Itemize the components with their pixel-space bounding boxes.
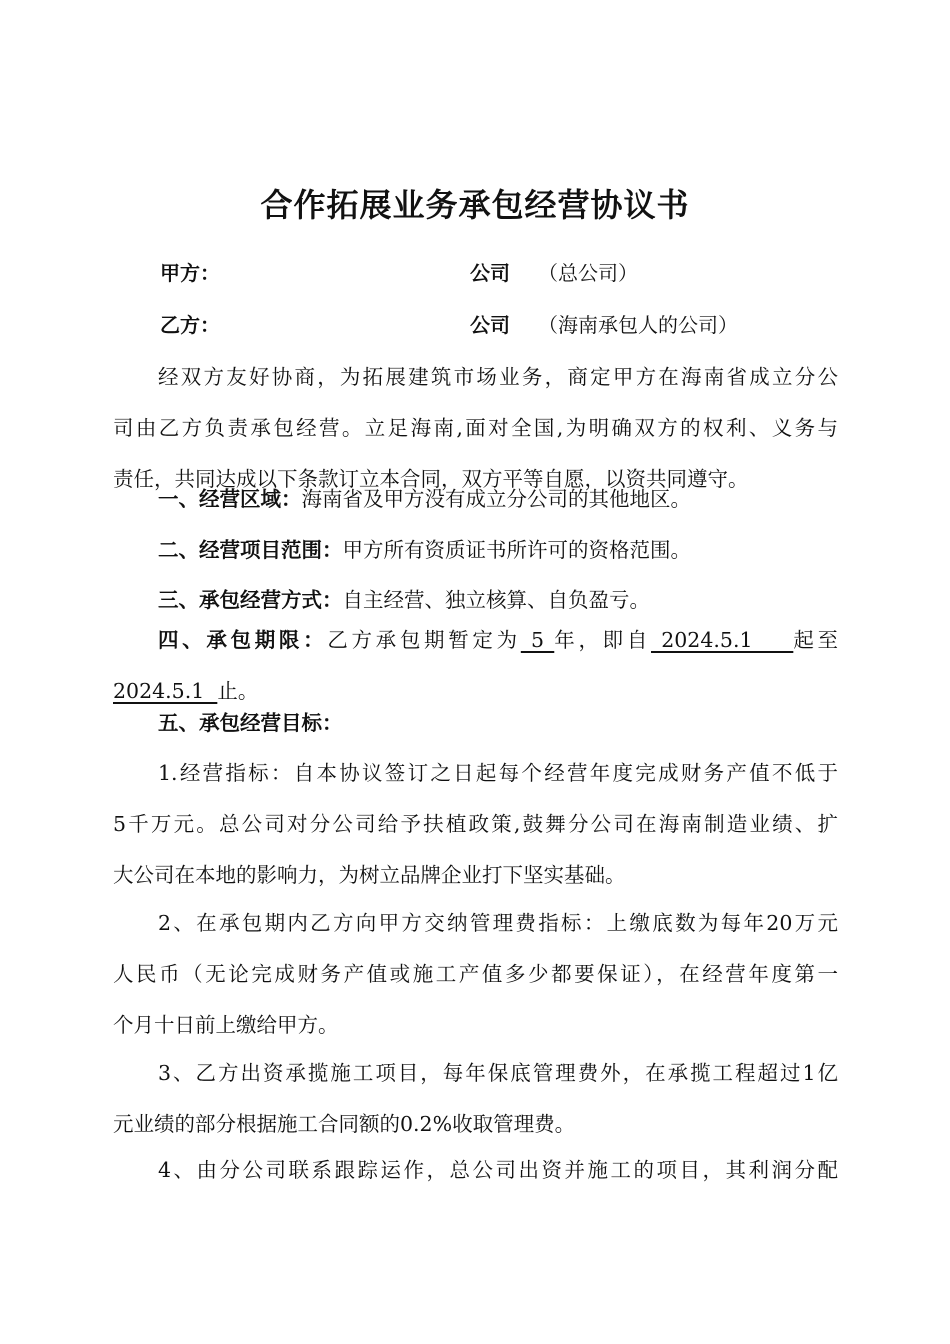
clause-2-text: 甲方所有资质证书所许可的资格范围。	[342, 538, 691, 562]
clause-4-text: 乙方承包期暂定为	[327, 628, 521, 652]
item-2	[113, 898, 838, 1051]
clause-3-heading: 三、承包经营方式：	[158, 588, 343, 612]
item-2-line: 人民币（无论完成财务产值或施工产值多少都要保证），在经营年度第一	[113, 962, 838, 986]
party-a-company: 公司	[470, 261, 510, 285]
item-3-line: 3、乙方出资承揽施工项目，每年保底管理费外，在承揽工程超过1亿	[158, 1061, 838, 1085]
clause-1	[113, 474, 838, 525]
party-a-row	[160, 258, 800, 288]
party-b-row	[160, 310, 800, 340]
clause-5-heading: 五、承包经营目标：	[158, 711, 343, 735]
clause-1-text: 海南省及甲方没有成立分公司的其他地区。	[301, 487, 691, 511]
clause-4-text: 止。	[217, 679, 259, 703]
item-1-line: 大公司在本地的影响力，为树立品牌企业打下坚实基础。	[113, 863, 626, 887]
clause-3-text: 自主经营、独立核算、自负盈亏。	[342, 588, 650, 612]
item-4	[113, 1145, 838, 1196]
item-1-line: 1.经营指标：自本协议签订之日起每个经营年度完成财务产值不低于	[158, 761, 838, 785]
party-b-note: （海南承包人的公司）	[538, 313, 738, 337]
clause-2-heading: 二、经营项目范围：	[158, 538, 343, 562]
party-b-company: 公司	[470, 313, 510, 337]
item-3	[113, 1048, 838, 1150]
intro-line: 经双方友好协商，为拓展建筑市场业务，商定甲方在海南省成立分公	[158, 365, 838, 389]
clause-2	[113, 525, 838, 576]
party-b-label: 乙方：	[160, 313, 220, 337]
item-2-line: 2、在承包期内乙方向甲方交纳管理费指标：上缴底数为每年20万元	[158, 911, 838, 935]
intro-line: 司由乙方负责承包经营。立足海南,面对全国,为明确双方的权利、义务与	[113, 416, 838, 440]
intro-line: 责任，共同达成以下条款订立本合同，双方平等自愿，以资共同遵守。	[113, 467, 749, 491]
item-1-line: 5千万元。总公司对分公司给予扶植政策,鼓舞分公司在海南制造业绩、扩	[113, 812, 838, 836]
clause-1-heading: 一、经营区域：	[158, 487, 302, 511]
clause-5	[113, 698, 838, 749]
clause-4-text: 年，即自	[554, 628, 652, 652]
term-years: 5	[520, 628, 555, 652]
item-1	[113, 748, 838, 901]
item-3-line: 元业绩的部分根据施工合同额的0.2%收取管理费。	[113, 1112, 576, 1136]
clause-4-heading: 四、承包期限：	[158, 628, 328, 652]
party-a-label: 甲方：	[160, 261, 220, 285]
item-4-line: 4、由分公司联系跟踪运作，总公司出资并施工的项目，其利润分配	[158, 1158, 838, 1182]
document-title: 合作拓展业务承包经营协议书	[260, 186, 690, 224]
term-end-date: 2024.5.1	[113, 679, 218, 703]
item-2-line: 个月十日前上缴给甲方。	[113, 1013, 339, 1037]
party-a-note: （总公司）	[538, 261, 638, 285]
clause-4-text: 起至	[793, 628, 838, 652]
term-start-date: 2024.5.1	[651, 628, 794, 652]
